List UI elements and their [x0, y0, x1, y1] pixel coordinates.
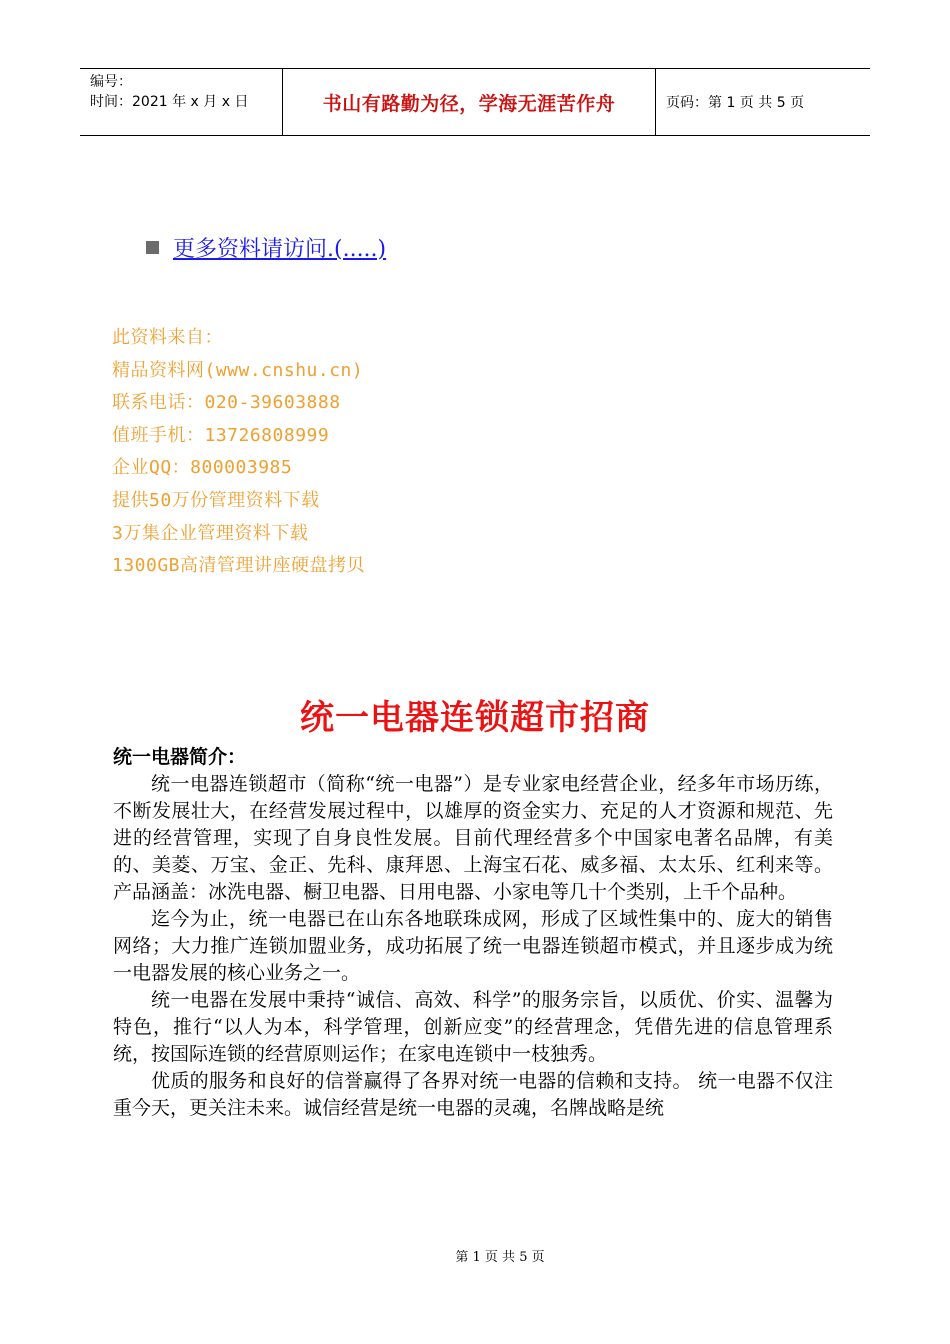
info-line: 3万集企业管理资料下载 [112, 522, 309, 544]
header-motto: 书山有路勤为径，学海无涯苦作舟 [282, 69, 656, 135]
source-info-block [112, 322, 365, 583]
info-line: 值班手机：13726808999 [112, 424, 330, 446]
info-line: 此资料来自： [112, 327, 223, 348]
header-page-info: 页码：第 1 页 共 5 页 [666, 95, 805, 111]
info-line: 1300GB高清管理讲座硬盘拷贝 [112, 555, 366, 577]
info-line: 企业QQ：800003985 [112, 457, 293, 479]
header-meta-cell [80, 69, 282, 135]
info-line: 精品资料网(www.cnshu.cn) [112, 359, 364, 381]
body-paragraph: 优质的服务和良好的信誉赢得了各界对统一电器的信赖和支持。 统一电器不仅注重今天，更关注未来。诚信经营是统一电器的灵魂，名牌战略是统 [113, 1070, 833, 1119]
body-paragraph: 统一电器连锁超市（简称“统一电器”）是专业家电经营企业，经多年市场历练，不断发展壮大，在经营发展过程中，以雄厚的资金实力、充足的人才资源和规范、先进的经营管理，实现了自身良性发展。目前代理经营多个中国家电著名品牌，有美的、美菱、万宝、金正、先科、康拜恩、上海宝石花、威多福、太太乐、红利来等。产品涵盖：冰洗电器、橱卫电器、日用电器、小家电等几十个类别，上千个品种。 [113, 773, 833, 903]
header-number-label: 编号： [90, 74, 132, 90]
info-line: 联系电话：020-39603888 [112, 392, 341, 414]
document-title: 统一电器连锁超市招商 [300, 698, 650, 738]
info-line: 提供50万份管理资料下载 [112, 489, 320, 511]
header-time-label: 时间：2021 年 x 月 x 日 [90, 94, 249, 110]
body-paragraph: 迄今为止，统一电器已在山东各地联珠成网，形成了区域性集中的、庞大的销售网络；大力推广连锁加盟业务，成功拓展了统一电器连锁超市模式，并且逐步成为统一电器发展的核心业务之一。 [113, 908, 833, 984]
more-resources-link[interactable]: 更多资料请访问.(.....) [173, 237, 387, 262]
square-bullet-icon [146, 241, 159, 254]
more-link-row [146, 232, 386, 263]
section-heading: 统一电器简介： [113, 746, 247, 768]
page-footer: 第 1 页 共 5 页 [455, 1250, 545, 1265]
header-table [80, 68, 870, 136]
body-paragraph: 统一电器在发展中秉持“诚信、高效、科学”的服务宗旨，以质优、价实、温馨为特色，推行“以人为本，科学管理，创新应变”的经营理念，凭借先进的信息管理系统，按国际连锁的经营原则运作；在家电连锁中一枝独秀。 [113, 989, 833, 1065]
document-body [113, 744, 833, 1122]
